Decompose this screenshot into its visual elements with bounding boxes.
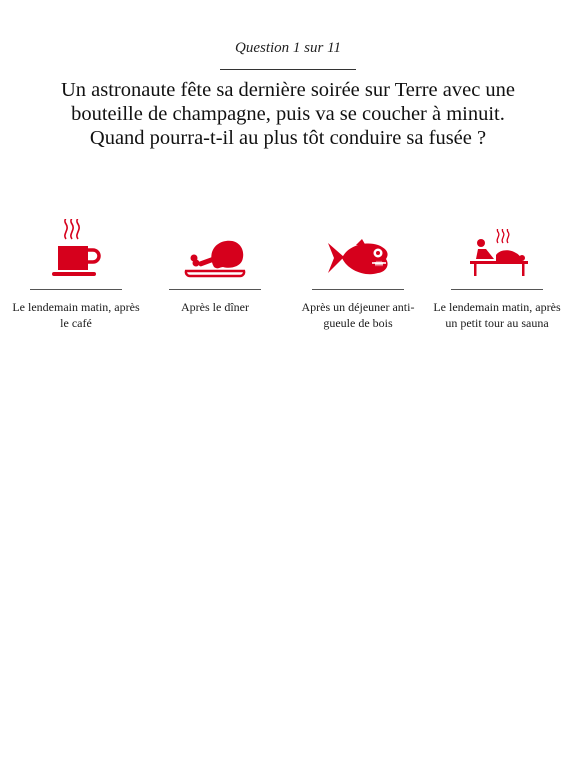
answer-label: Après un déjeuner anti-gueule de bois — [301, 300, 415, 330]
answer-option-sauna[interactable] — [428, 205, 566, 331]
answer-option-hangover-lunch[interactable] — [289, 205, 427, 331]
question-text: Un astronaute fête sa dernière soirée sur Terre avec une bouteille de champagne, puis va se coucher à minuit. Quand pourra-t-il au plus tôt conduire sa fusée ? — [60, 79, 516, 149]
answer-option-dinner[interactable] — [146, 205, 284, 315]
answer-option-coffee[interactable] — [7, 205, 145, 331]
coffee-cup-icon — [46, 219, 106, 281]
answer-label: Après le dîner — [181, 300, 249, 314]
answer-label: Le lendemain matin, après le café — [12, 300, 140, 330]
answer-divider — [30, 289, 122, 290]
answer-divider — [451, 289, 543, 290]
fish-icon — [326, 239, 390, 281]
counter-divider — [220, 69, 356, 70]
sauna-icon — [464, 229, 530, 281]
question-counter: Question 1 sur 11 — [235, 40, 341, 56]
answer-options — [0, 205, 576, 365]
answer-divider — [312, 289, 404, 290]
roast-chicken-icon — [180, 237, 250, 281]
answer-label: Le lendemain matin, après un petit tour au sauna — [433, 300, 561, 330]
answer-divider — [169, 289, 261, 290]
